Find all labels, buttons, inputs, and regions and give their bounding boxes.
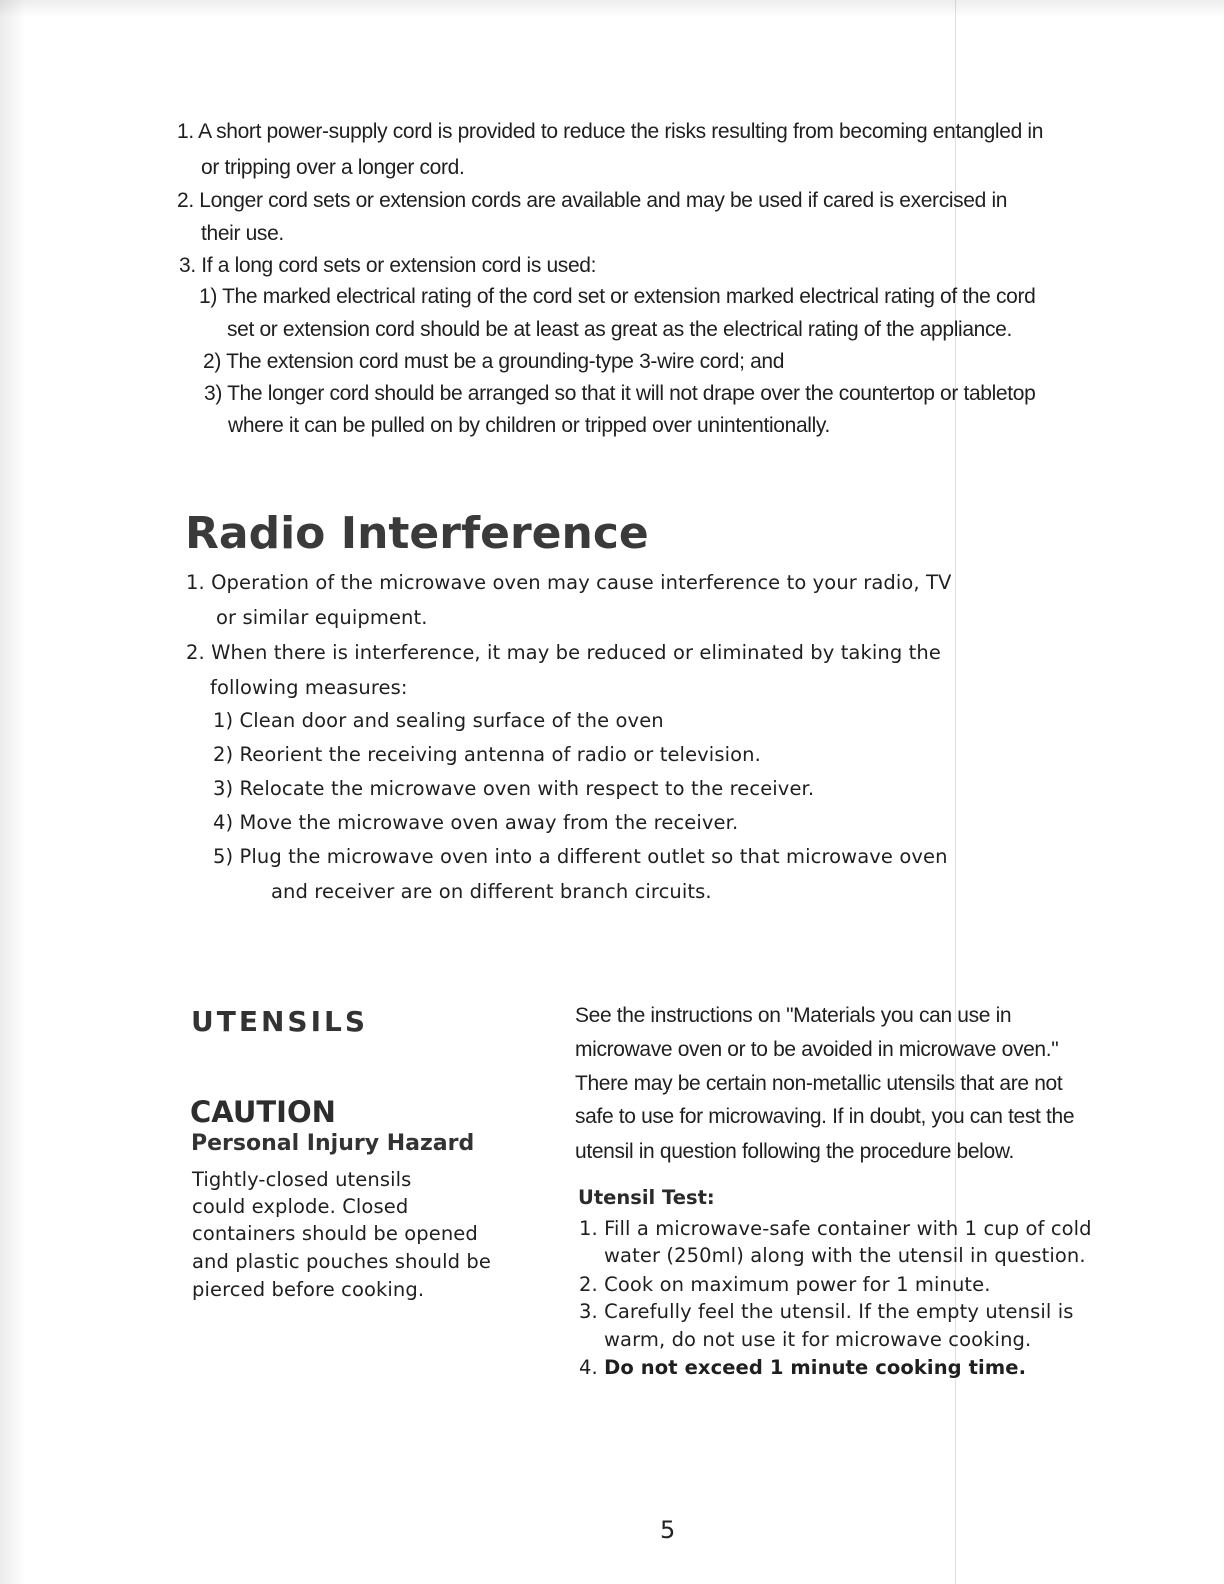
caution-text-line: could explode. Closed — [192, 1195, 409, 1218]
cord-sub-1-line-1: 1) The marked electrical rating of the cord set or extension marked electrical rating of the cord — [199, 285, 1036, 308]
utensils-intro-line: See the instructions on "Materials you can use in — [575, 1004, 1012, 1027]
radio-measure-2: 2) Reorient the receiving antenna of radio or television. — [213, 743, 761, 766]
radio-measure-1: 1) Clean door and sealing surface of the oven — [213, 709, 664, 732]
radio-item-2-line-1: 2. When there is interference, it may be reduced or eliminated by taking the — [186, 641, 941, 664]
scan-top-edge — [0, 0, 1224, 18]
utensil-test-step-1-line-2: water (250ml) along with the utensil in question. — [604, 1244, 1086, 1267]
cord-sub-3-line-2: where it can be pulled on by children or tripped over unintentionally. — [228, 414, 830, 437]
utensil-test-heading: Utensil Test: — [578, 1186, 715, 1209]
utensil-test-step-2: 2. Cook on maximum power for 1 minute. — [579, 1273, 991, 1296]
radio-item-1-line-2: or similar equipment. — [216, 606, 428, 629]
radio-item-1-line-1: 1. Operation of the microwave oven may cause interference to your radio, TV — [186, 571, 952, 594]
utensil-test-step-3-line-2: warm, do not use it for microwave cooking. — [604, 1328, 1032, 1351]
radio-interference-heading: Radio Interference — [185, 508, 649, 559]
caution-text-line: containers should be opened — [192, 1222, 478, 1245]
caution-text-line: pierced before cooking. — [192, 1278, 425, 1301]
utensil-test-step-1-line-1: 1. Fill a microwave-safe container with 1 cup of cold — [579, 1217, 1092, 1240]
caution-text-line: and plastic pouches should be — [192, 1250, 491, 1273]
radio-measure-5-line-2: and receiver are on different branch circuits. — [271, 880, 712, 903]
scan-left-edge — [0, 0, 26, 1584]
utensils-intro-line: microwave oven or to be avoided in microwave oven." — [575, 1038, 1059, 1061]
cord-sub-2: 2) The extension cord must be a grounding-type 3-wire cord; and — [203, 350, 785, 373]
utensils-intro-line: safe to use for microwaving. If in doubt, you can test the — [575, 1105, 1075, 1128]
radio-measure-4: 4) Move the microwave oven away from the receiver. — [213, 811, 739, 834]
caution-heading: CAUTION — [190, 1095, 336, 1129]
cord-item-3: 3. If a long cord sets or extension cord is used: — [179, 254, 597, 277]
cord-item-1-line-1: 1. A short power-supply cord is provided to reduce the risks resulting from becoming entangled in — [177, 120, 1044, 143]
cord-item-2-line-2: their use. — [201, 222, 284, 245]
page-number: 5 — [660, 1516, 676, 1544]
utensil-test-step-4 — [579, 1356, 1026, 1380]
radio-measure-3: 3) Relocate the microwave oven with respect to the receiver. — [213, 777, 815, 800]
utensils-heading: UTENSILS — [191, 1005, 368, 1038]
utensils-intro-line: There may be certain non-metallic utensils that are not — [575, 1072, 1063, 1095]
cord-item-2-line-1: 2. Longer cord sets or extension cords are available and may be used if cared is exercised in — [177, 189, 1008, 212]
radio-item-2-line-2: following measures: — [210, 676, 408, 699]
caution-text-line: Tightly-closed utensils — [192, 1168, 412, 1191]
utensils-intro-line: utensil in question following the procedure below. — [575, 1140, 1014, 1163]
utensil-test-step-3-line-1: 3. Carefully feel the utensil. If the empty utensil is — [579, 1300, 1074, 1323]
cord-item-1-line-2: or tripping over a longer cord. — [201, 156, 465, 179]
utensil-test-step-4-number: 4. — [579, 1356, 605, 1379]
cord-sub-3-line-1: 3) The longer cord should be arranged so that it will not drape over the countertop or tabletop — [204, 382, 1036, 405]
cord-sub-1-line-2: set or extension cord should be at least as great as the electrical rating of the appliance. — [227, 318, 1012, 341]
utensil-test-step-4-text: Do not exceed 1 minute cooking time. — [604, 1356, 1027, 1379]
radio-measure-5-line-1: 5) Plug the microwave oven into a different outlet so that microwave oven — [213, 845, 948, 868]
personal-injury-hazard-heading: Personal Injury Hazard — [191, 1131, 475, 1156]
